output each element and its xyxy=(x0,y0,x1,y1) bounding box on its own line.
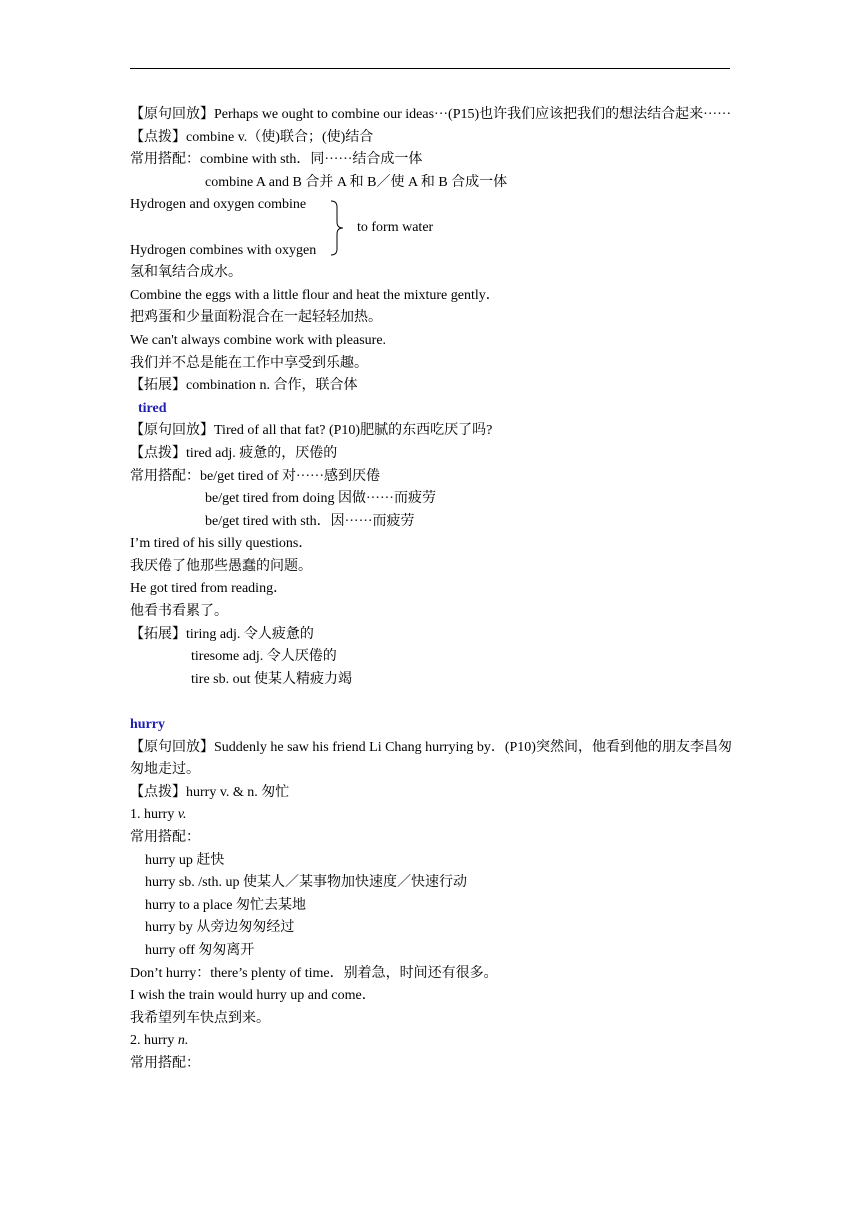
hurry-verb-item-2: hurry sb. /sth. up 使某人／某事物加快速度／快速行动 xyxy=(145,875,467,891)
spacer xyxy=(130,691,734,714)
tired-collocation-3: be/get tired with sth．因······而疲劳 xyxy=(205,513,415,529)
tired-collocation-2: be/get tired from doing 因做······而疲劳 xyxy=(205,491,436,507)
hurry-example-2-en: I wish the train would hurry up and come． xyxy=(130,988,376,1004)
tired-extension-3: tire sb. out 使某人精疲力竭 xyxy=(191,671,352,687)
hurry-collocation-label-2: 常用搭配： xyxy=(130,1055,200,1071)
hurry-subheading-noun xyxy=(130,1030,734,1053)
combine-example-3-en: We can't always combine work with pleasure. xyxy=(130,332,387,348)
brace-line-1: Hydrogen and oxygen combine xyxy=(130,197,307,213)
hurry-verb-item-5: hurry off 匆匆离开 xyxy=(145,942,255,958)
hurry-verb-item-3: hurry to a place 匆忙去某地 xyxy=(145,897,306,913)
tired-example-1-cn: 我厌倦了他那些愚蠢的问题。 xyxy=(130,558,312,574)
hurry-heading: hurry xyxy=(130,717,165,733)
hurry-sub1-pos: v. xyxy=(177,807,187,823)
header-rule xyxy=(130,68,730,69)
hurry-example-1: Don’t hurry：there’s plenty of time．别着急，时间还有很多。 xyxy=(130,965,498,981)
hurry-sub1-num: 1. hurry xyxy=(130,807,178,823)
hurry-collocation-label: 常用搭配： xyxy=(130,830,200,846)
hurry-example-2-cn: 我希望列车快点到来。 xyxy=(130,1010,270,1026)
document-body xyxy=(130,104,734,1076)
combine-note: 【点拨】combine v.（使)联合；(使)结合 xyxy=(130,129,374,145)
hurry-original-sentence: 【原句回放】Suddenly he saw his friend Li Chang hurrying by．(P10)突然间，他看到他的朋友李昌匆匆地走过。 xyxy=(130,739,732,778)
tired-original-sentence: 【原句回放】Tired of all that fat? (P10)肥腻的东西吃厌了吗? xyxy=(130,423,493,439)
combine-example-1-cn: 氢和氧结合成水。 xyxy=(130,265,242,281)
combine-collocation-2: combine A and B 合并 A 和 B／使 A 和 B 合成一体 xyxy=(205,174,508,190)
combine-original-sentence: 【原句回放】Perhaps we ought to combine our ideas···(P15)也许我们应该把我们的想法结合起来······ xyxy=(130,107,732,122)
combine-example-2-cn: 把鸡蛋和少量面粉混合在一起轻轻加热。 xyxy=(130,310,382,326)
brace-result: to form water xyxy=(357,219,434,235)
combine-extension: 【拓展】combination n. 合作，联合体 xyxy=(130,378,358,394)
hurry-note: 【点拨】hurry v. & n. 匆忙 xyxy=(130,784,290,800)
tired-example-2-en: He got tired from reading． xyxy=(130,581,288,597)
tired-note: 【点拨】tired adj. 疲惫的，厌倦的 xyxy=(130,445,338,461)
combine-collocation-1: 常用搭配：combine with sth．同······结合成一体 xyxy=(130,152,423,168)
combine-example-3-cn: 我们并不总是能在工作中享受到乐趣。 xyxy=(130,355,368,371)
brace-line-2: Hydrogen combines with oxygen xyxy=(130,242,317,258)
combine-brace-example xyxy=(130,194,734,262)
tired-extension-2: tiresome adj. 令人厌倦的 xyxy=(191,649,337,665)
right-brace-icon xyxy=(330,200,346,256)
tired-heading: tired xyxy=(138,400,167,416)
hurry-subheading-verb xyxy=(130,804,734,827)
hurry-verb-item-1: hurry up 赶快 xyxy=(145,852,225,868)
hurry-sub2-num: 2. hurry xyxy=(130,1033,178,1049)
tired-example-1-en: I’m tired of his silly questions． xyxy=(130,536,313,552)
tired-collocation-1: 常用搭配：be/get tired of 对······感到厌倦 xyxy=(130,468,380,484)
hurry-verb-item-4: hurry by 从旁边匆匆经过 xyxy=(145,920,295,936)
hurry-sub2-pos: n. xyxy=(177,1033,189,1049)
combine-example-2-en: Combine the eggs with a little flour and heat the mixture gently． xyxy=(130,287,500,303)
tired-extension-1: 【拓展】tiring adj. 令人疲惫的 xyxy=(130,626,314,642)
tired-example-2-cn: 他看书看累了。 xyxy=(130,604,228,620)
